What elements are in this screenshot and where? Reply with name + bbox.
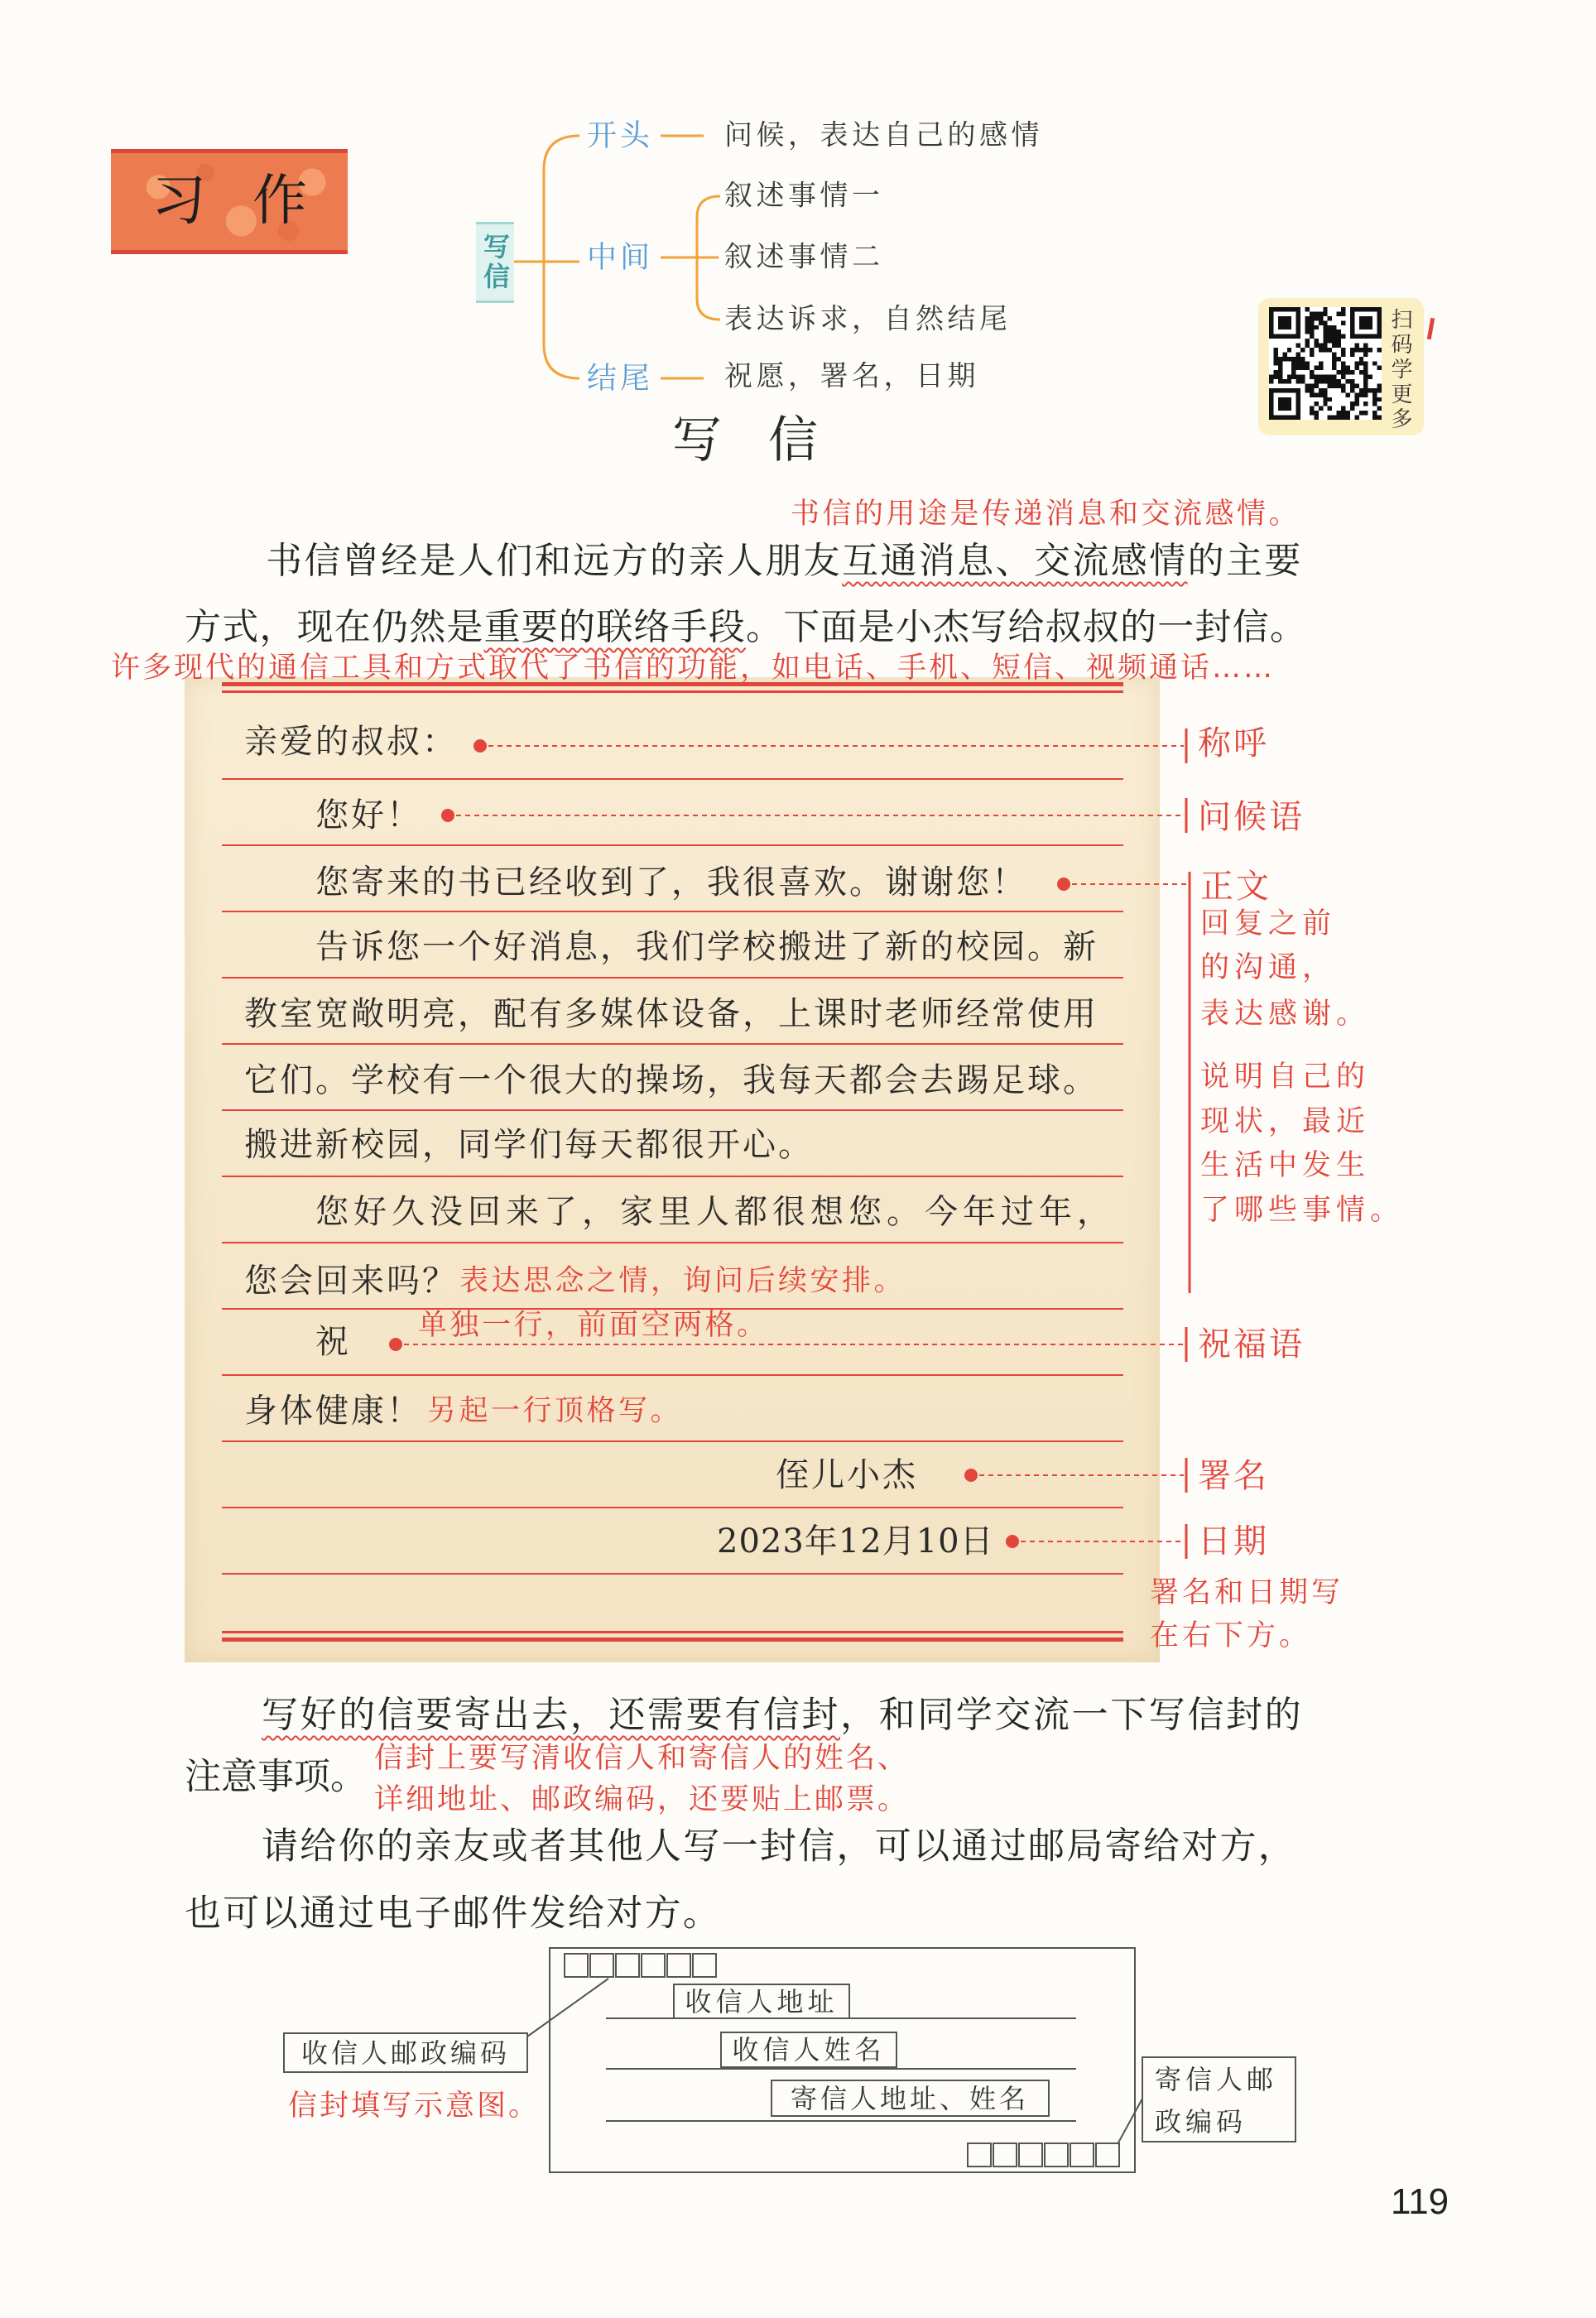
- letter-body-line: 您好久没回来了，家里人都很想您。今年过年，: [315, 1193, 1115, 1231]
- letter-salutation: 亲爱的叔叔：: [244, 723, 458, 761]
- page-number: 119: [1391, 2181, 1449, 2222]
- intro-emphasis: 重要的联络手段: [483, 606, 747, 648]
- letter-body-line: 搬进新校园，同学们每天都很开心。: [244, 1126, 814, 1164]
- pointer-dot-body: [1057, 878, 1070, 891]
- annotation-miss: 表达思念之情，询问后续安排。: [459, 1264, 906, 1297]
- outro-line-1: [262, 1685, 1303, 1738]
- postcode-box: [565, 1954, 588, 1977]
- envelope-sender-address-name: 寄信人地址、姓名: [790, 2082, 1030, 2114]
- pointer-dot-salutation: [474, 739, 487, 753]
- outro-line-3: 请给你的亲友或者其他人写一封信，可以通过邮局寄给对方，: [262, 1825, 1297, 1868]
- part-label-date: 日期: [1198, 1522, 1269, 1561]
- annotation-body-reply: 的沟通，: [1200, 951, 1337, 984]
- letter-body-line: 它们。学校有一个很大的操场，我每天都会去踢足球。: [244, 1061, 1098, 1099]
- letter-wish-content: 身体健康！: [244, 1392, 422, 1431]
- sender-postcode-box: [1070, 2143, 1094, 2167]
- envelope-recipient-name: 收信人姓名: [732, 2033, 886, 2066]
- intro-text: 。下面是小杰写给叔叔的一封信。: [746, 606, 1308, 648]
- paper-bottom-rule-thin: [222, 1631, 1123, 1633]
- intro-text: 书信曾经是人们和远方的亲人朋友: [266, 540, 842, 582]
- intro-line-1: [266, 531, 1303, 584]
- pointer-dot-signature: [964, 1469, 978, 1482]
- part-label-body: 正文: [1200, 868, 1272, 906]
- letter-date: 2023年12月10日: [717, 1522, 994, 1561]
- annotation-envelope-info: 信封上要写清收信人和寄信人的姓名、: [374, 1742, 910, 1775]
- part-label-wish: 祝福语: [1198, 1325, 1305, 1363]
- letter-body-line: 您寄来的书已经收到了，我很喜欢。谢谢您！: [315, 863, 1027, 902]
- annotation-wish-newline: 另起一行顶格写。: [427, 1394, 683, 1427]
- annotation-body-status: 生活中发生: [1200, 1149, 1371, 1182]
- envelope-recipient-postcode: 收信人邮政编码: [300, 2037, 511, 2069]
- letter-wish-content-row: [244, 1385, 682, 1432]
- sender-postcode-leader: [1118, 2099, 1142, 2144]
- intro-emphasis: 互通消息、交流感情: [842, 540, 1188, 582]
- part-label-salutation: 称呼: [1198, 724, 1269, 762]
- pointer-dot-wish: [389, 1338, 402, 1351]
- letter-greeting: 您好！: [315, 796, 422, 834]
- paper-bottom-rule-thick: [222, 1638, 1123, 1642]
- annotation-signature-position: 在右下方。: [1150, 1619, 1312, 1652]
- letter-body-line-last: [244, 1255, 906, 1302]
- mindmap-branch-middle: 中间: [587, 240, 654, 275]
- mindmap-item: 叙述事情二: [724, 240, 884, 274]
- mindmap-branch-end: 结尾: [587, 361, 654, 396]
- postcode-box: [667, 1954, 690, 1977]
- letter-wish: 祝: [315, 1323, 351, 1361]
- annotation-wish-line: 单独一行，前面空两格。: [418, 1309, 769, 1342]
- outro-emphasis: 写好的信要寄出去，还需要有信封: [262, 1694, 840, 1736]
- annotation-purpose: 书信的用途是传递消息和交流感情。: [791, 498, 1301, 531]
- envelope-sender-postcode: 政编码: [1155, 2105, 1247, 2138]
- outro-text: ，和同学交流一下写信封的: [840, 1694, 1304, 1736]
- letter-signature: 侄儿小杰: [776, 1456, 918, 1494]
- annotation-body-status: 了哪些事情。: [1200, 1194, 1405, 1227]
- paper-top-rule-thin: [222, 690, 1123, 693]
- envelope-caption: 信封填写示意图。: [288, 2090, 541, 2123]
- pointer-dot-greeting: [441, 809, 454, 822]
- annotation-signature-position: 署名和日期写: [1150, 1576, 1344, 1609]
- part-label-greeting: 问候语: [1198, 798, 1305, 836]
- mindmap-branch-start: 开头: [587, 118, 654, 153]
- outro-line-2: 注意事项。: [185, 1755, 367, 1798]
- mindmap-item: 叙述事情一: [724, 179, 884, 213]
- mindmap-root-label: 写信: [479, 233, 511, 292]
- envelope-sender-postcode: 寄信人邮: [1155, 2063, 1278, 2095]
- postcode-box: [616, 1954, 639, 1977]
- sender-postcode-box: [1045, 2143, 1068, 2167]
- intro-text: 的主要: [1187, 540, 1303, 582]
- letter-body-line: 教室宽敞明亮，配有多媒体设备，上课时老师经常使用: [244, 995, 1098, 1033]
- annotation-body-reply: 表达感谢。: [1200, 998, 1371, 1031]
- postcode-box: [590, 1954, 613, 1977]
- letter-body-line: 您会回来吗？: [244, 1262, 458, 1301]
- annotation-body-status: 说明自己的: [1200, 1060, 1371, 1094]
- annotation-body-reply: 回复之前: [1200, 907, 1337, 940]
- mindmap-item: 问候，表达自己的感情: [724, 118, 1043, 152]
- recipient-postcode-leader: [527, 1979, 608, 2037]
- sender-postcode-box: [968, 2143, 991, 2167]
- mindmap-item: 表达诉求，自然结尾: [724, 302, 1012, 336]
- qr-caption: 扫码学更多: [1387, 308, 1412, 432]
- postcode-box: [693, 1954, 716, 1977]
- outro-line-4: 也可以通过电子邮件发给对方。: [185, 1892, 722, 1935]
- sender-postcode-box: [993, 2143, 1017, 2167]
- mindmap-main-bracket: [544, 136, 579, 378]
- annotation-body-status: 现状，最近: [1200, 1105, 1371, 1138]
- sender-postcode-box: [1096, 2143, 1119, 2167]
- envelope-recipient-address: 收信人地址: [685, 1985, 839, 2017]
- section-badge-label: 习作: [151, 168, 353, 233]
- annotation-envelope-info: 详细地址、邮政编码，还要贴上邮票。: [374, 1783, 910, 1816]
- annotation-modern-tools: 许多现代的通信工具和方式取代了书信的功能，如电话、手机、短信、视频通话……: [111, 652, 1276, 685]
- intro-text: 方式，现在仍然是: [185, 606, 484, 648]
- pointer-dot-date: [1006, 1535, 1019, 1548]
- letter-body-line: 告诉您一个好消息，我们学校搬进了新的校园。新: [315, 928, 1098, 966]
- postcode-box: [642, 1954, 665, 1977]
- part-label-signature: 署名: [1198, 1457, 1269, 1495]
- sender-postcode-box: [1019, 2143, 1042, 2167]
- intro-line-2: [185, 597, 1307, 650]
- mindmap-item: 祝愿，署名，日期: [724, 359, 979, 393]
- page-title: 写信: [672, 411, 864, 469]
